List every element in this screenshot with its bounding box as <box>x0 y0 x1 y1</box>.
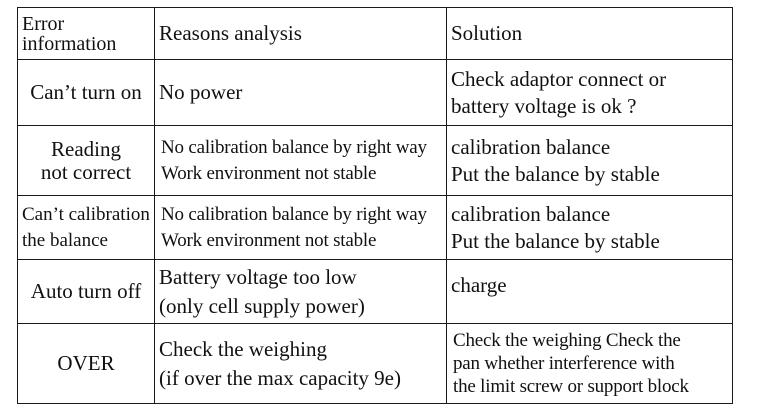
reason-cell <box>155 196 447 260</box>
solution-text: battery voltage is ok ? <box>451 93 637 118</box>
solution-text: Check the weighing Check the <box>453 330 681 351</box>
header-error-line1: Error <box>22 12 65 35</box>
reason-text: No power <box>159 80 243 104</box>
error-cell <box>18 196 155 260</box>
table-row <box>18 196 733 260</box>
error-cell <box>18 126 155 196</box>
solution-text: the limit screw or support block <box>453 376 689 397</box>
solution-text: calibration balance <box>451 201 611 226</box>
reason-text: Work environment not stable <box>161 162 377 184</box>
solution-cell <box>447 324 733 404</box>
header-reasons-analysis: Reasons analysis <box>155 8 447 60</box>
error-cell <box>18 60 155 126</box>
reason-cell <box>155 324 447 404</box>
solution-cell <box>447 60 733 126</box>
table-row <box>18 260 733 324</box>
error-text: Can’t turn on <box>30 80 142 104</box>
header-solution: Solution <box>447 8 733 60</box>
header-error-information <box>18 8 155 60</box>
reason-text: Battery voltage too low <box>159 264 357 289</box>
solution-text: pan whether interference with <box>453 353 675 374</box>
error-cell <box>18 260 155 324</box>
error-text: the balance <box>22 229 108 251</box>
error-text: Can’t calibration <box>22 203 150 225</box>
reason-text: (only cell supply power) <box>159 293 365 318</box>
reason-text: (if over the max capacity 9e) <box>159 365 401 390</box>
reason-cell <box>155 260 447 324</box>
reason-cell <box>155 126 447 196</box>
solution-text: calibration balance <box>451 134 611 159</box>
error-cell <box>18 324 155 404</box>
solution-cell <box>447 196 733 260</box>
reason-text: No calibration balance by right way <box>161 203 427 225</box>
error-text: Reading <box>51 136 121 161</box>
solution-text: charge <box>451 273 507 297</box>
reason-text: Work environment not stable <box>161 229 377 251</box>
solution-cell <box>447 260 733 324</box>
solution-cell <box>447 126 733 196</box>
error-text: Auto turn off <box>30 279 142 303</box>
header-row <box>18 8 733 60</box>
header-error-line2: information <box>22 32 117 55</box>
error-text: OVER <box>57 351 115 375</box>
solution-text: Put the balance by stable <box>451 228 660 253</box>
table-row <box>18 126 733 196</box>
reason-text: No calibration balance by right way <box>161 136 427 158</box>
error-text: not correct <box>40 159 132 184</box>
reason-cell <box>155 60 447 126</box>
troubleshooting-table <box>17 7 733 404</box>
solution-text: Put the balance by stable <box>451 161 660 186</box>
table-row <box>18 324 733 404</box>
reason-text: Check the weighing <box>159 336 327 361</box>
table-row <box>18 60 733 126</box>
solution-text: Check adaptor connect or <box>451 66 667 91</box>
